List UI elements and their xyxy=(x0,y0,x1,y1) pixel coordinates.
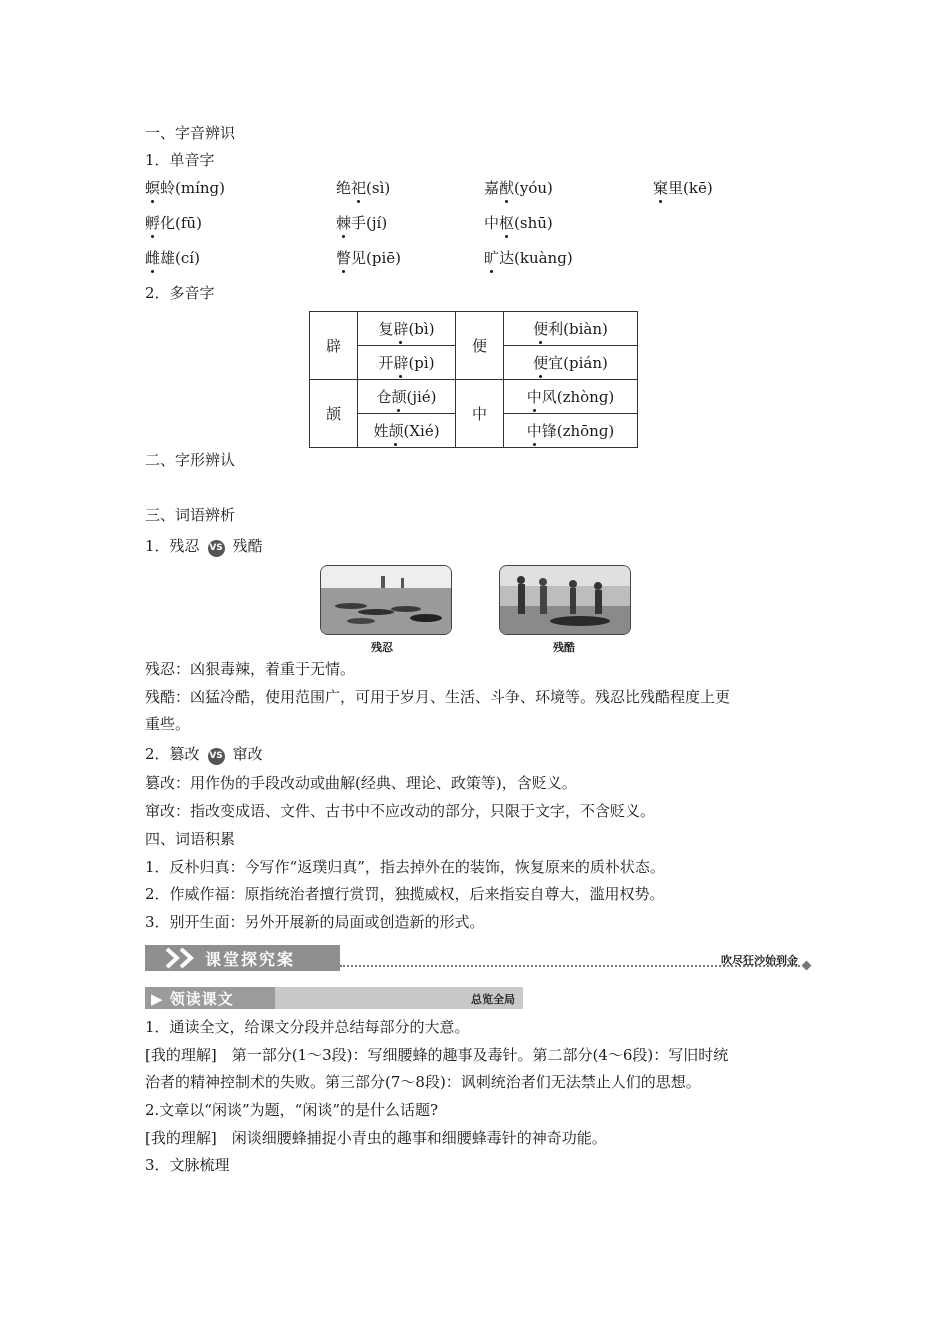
poly-word: 开辟(pì) xyxy=(358,346,456,380)
word-item: 螟蛉(mínɡ) xyxy=(145,179,226,197)
poly-char: 颉 xyxy=(310,380,358,448)
section-title-accumulation: 四、词语积累 xyxy=(145,830,236,848)
poly-word: 便利(biàn) xyxy=(504,312,638,346)
vs-icon: VS xyxy=(208,748,225,765)
section-banner xyxy=(145,945,810,971)
question: 2.文章以“闲谈”为题，“闲谈”的是什么话题? xyxy=(145,1101,439,1119)
poly-word: 姓颉(Xié) xyxy=(358,414,456,448)
definition: 残酷：凶猛冷酷，使用范围广，可用于岁月、生活、斗争、环境等。残忍比残酷程度上更 xyxy=(145,688,731,706)
word-item: 中枢(shū) xyxy=(484,214,553,232)
word-item: 旷达(kuànɡ) xyxy=(484,249,573,267)
subsection-poly-chars: 2．多音字 xyxy=(145,284,215,302)
banner-motto: 吹尽狂沙始到金 xyxy=(721,954,798,967)
section-title-glyphs: 二、字形辨认 xyxy=(145,451,236,469)
banner-title: 课堂探究案 xyxy=(205,950,296,969)
poly-char: 中 xyxy=(456,380,504,448)
word-item: 瞥见(piē) xyxy=(336,249,401,267)
subsection-single-chars: 1．单音字 xyxy=(145,151,215,169)
word-item: 棘手(jí) xyxy=(336,214,388,232)
poly-word: 复辟(bì) xyxy=(358,312,456,346)
subbar-caption: 总览全局 xyxy=(471,993,515,1006)
photo-caption: 残忍 xyxy=(371,641,393,654)
word-item: 绝祀(sì) xyxy=(336,179,391,197)
chevron-right-icon xyxy=(163,947,203,969)
answer: [我的理解] 第一部分(1～3段)：写细腰蜂的趣事及毒针。第二部分(4～6段)：写旧时统 xyxy=(145,1046,729,1064)
definition: 重些。 xyxy=(145,715,191,733)
word-item: 雌雄(cí) xyxy=(145,249,200,267)
poly-word: 中风(zhònɡ) xyxy=(504,380,638,414)
answer: 治者的精神控制术的失败。第三部分(7～8段)：讽刺统治者们无法禁止人们的思想。 xyxy=(145,1073,701,1091)
subbar-title: ▶ 领读课文 xyxy=(151,990,234,1008)
diamond-icon xyxy=(802,961,812,971)
idiom-item: 3．别开生面：另外开展新的局面或创造新的形式。 xyxy=(145,913,485,931)
word-item: 嘉猷(yóu) xyxy=(484,179,553,197)
definition: 窜改：指改变成语、文件、古书中不应改动的部分，只限于文字，不含贬义。 xyxy=(145,802,656,820)
cruelty-photo-2 xyxy=(499,565,631,635)
vs-icon: VS xyxy=(208,540,225,557)
poly-word: 便宜(pián) xyxy=(504,346,638,380)
question: 1．通读全文，给课文分段并总结每部分的大意。 xyxy=(145,1018,470,1036)
cruelty-photo-1 xyxy=(320,565,452,635)
poly-char: 便 xyxy=(456,312,504,380)
word-item: 孵化(fū) xyxy=(145,214,202,232)
answer: [我的理解] 闲谈细腰蜂捕捉小青虫的趣事和细腰蜂毒针的神奇功能。 xyxy=(145,1129,607,1147)
question: 3．文脉梳理 xyxy=(145,1156,230,1174)
poly-char: 辟 xyxy=(310,312,358,380)
definition: 残忍：凶狠毒辣，着重于无情。 xyxy=(145,660,356,678)
section-title-pronunciation: 一、字音辨识 xyxy=(145,124,236,142)
photo-caption: 残酷 xyxy=(553,641,575,654)
poly-word: 中锋(zhōnɡ) xyxy=(504,414,638,448)
reading-subbar xyxy=(145,987,523,1009)
idiom-item: 2．作威作福：原指统治者擅行赏罚，独揽威权，后来指妄自尊大，滥用权势。 xyxy=(145,885,665,903)
word-pair-2: 2．篡改 VS 窜改 xyxy=(145,745,263,763)
word-item: 窠里(kē) xyxy=(653,179,713,197)
poly-word: 仓颉(jié) xyxy=(358,380,456,414)
idiom-item: 1．反朴归真：今写作“返璞归真”，指去掉外在的装饰，恢复原来的质朴状态。 xyxy=(145,858,665,876)
polyphone-table xyxy=(309,311,638,448)
word-pair-1: 1．残忍 VS 残酷 xyxy=(145,537,263,555)
definition: 篡改：用作伪的手段改动或曲解(经典、理论、政策等)，含贬义。 xyxy=(145,774,577,792)
section-title-word-analysis: 三、词语辨析 xyxy=(145,506,236,524)
